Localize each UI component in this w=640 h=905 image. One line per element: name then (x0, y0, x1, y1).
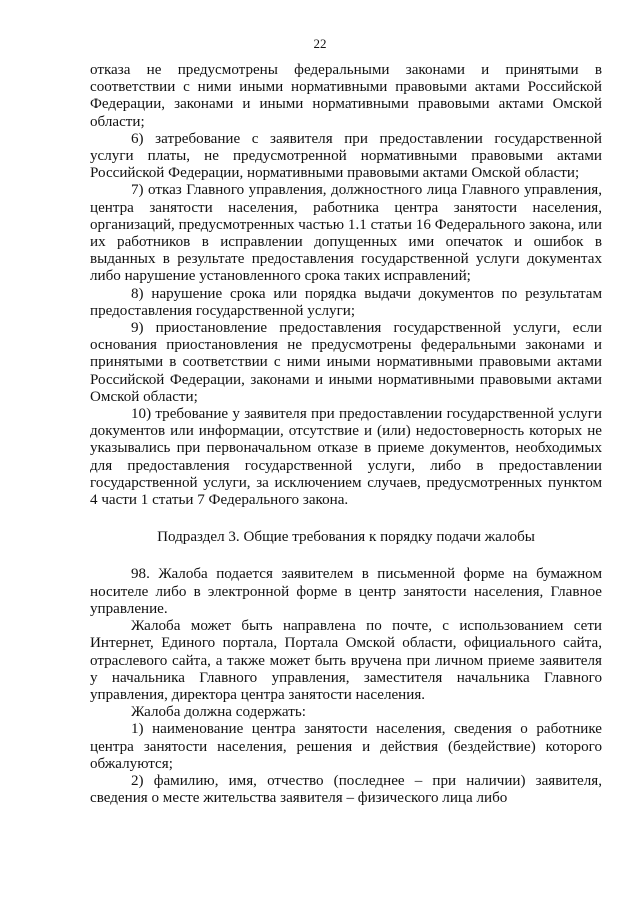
paragraph-contents-item-2: 2) фамилию, имя, отчество (последнее – при наличии) заявителя, сведения о месте жительства заявителя – физического лица либо (90, 772, 602, 807)
paragraph-item-10: 10) требование у заявителя при предоставлении государственной услуги документов или информации, отсутствие и (или) недостоверность которых не указывались при первоначальном отказе в приеме документов, необходимых для предоставления государственной услуги, либо в предоставлении государственной услуги, за исключением случаев, предусмотренных пунктом 4 части 1 статьи 7 Федерального закона. (90, 406, 602, 509)
paragraph-complaint-contents: Жалоба должна содержать: (131, 704, 306, 721)
page-number: 22 (313, 36, 327, 51)
paragraph-item-8: 8) нарушение срока или порядка выдачи документов по результатам предоставления государственной услуги; (90, 285, 602, 319)
paragraph-contents-item-1: 1) наименование центра занятости населения, сведения о работнике центра занятости населения, решения и действия (бездействие) которого обжалуются; (90, 721, 602, 772)
paragraph-item-9: 9) приостановление предоставления государственной услуги, если основания приостановления не предусмотрены федеральными законами и принятыми в соответствии с ними иными нормативными правовыми актами Российской Федерации, законами и иными нормативными правовыми актами Омской области; (90, 320, 602, 405)
paragraph-complaint-channels: Жалоба может быть направлена по почте, с использованием сети Интернет, Единого портала, Портала Омской области, официального сайта, отраслевого сайта, а также может быть вручена при личном приеме заявителя у начальника Главного управления, заместителя начальника Главного управления, директора центра занятости населения. (90, 618, 602, 703)
subsection-heading: Подраздел 3. Общие требования к порядку подачи жалобы (157, 529, 535, 546)
paragraph-item-7: 7) отказ Главного управления, должностного лица Главного управления, центра занятости населения, работника центра занятости населения, организаций, предусмотренных частью 1.1 статьи 16 Федерального закона, или их работников в исправлении допущенных ими опечаток и ошибок в выданных в результате предоставления государственной услуги документах либо нарушение установленного срока таких исправлений; (90, 182, 602, 285)
paragraph-98: 98. Жалоба подается заявителем в письменной форме на бумажном носителе либо в электронной форме в центр занятости населения, Главное управление. (90, 566, 602, 617)
paragraph-continuation: отказа не предусмотрены федеральными законами и принятыми в соответствии с ними иными нормативными правовыми актами Российской Федерации, законами и иными нормативными правовыми актами Омской области; (90, 62, 602, 130)
paragraph-item-6: 6) затребование с заявителя при предоставлении государственной услуги платы, не предусмотренной нормативными правовыми актами Российской Федерации, нормативными правовыми актами Омской области; (90, 130, 602, 182)
document-body (90, 62, 602, 807)
